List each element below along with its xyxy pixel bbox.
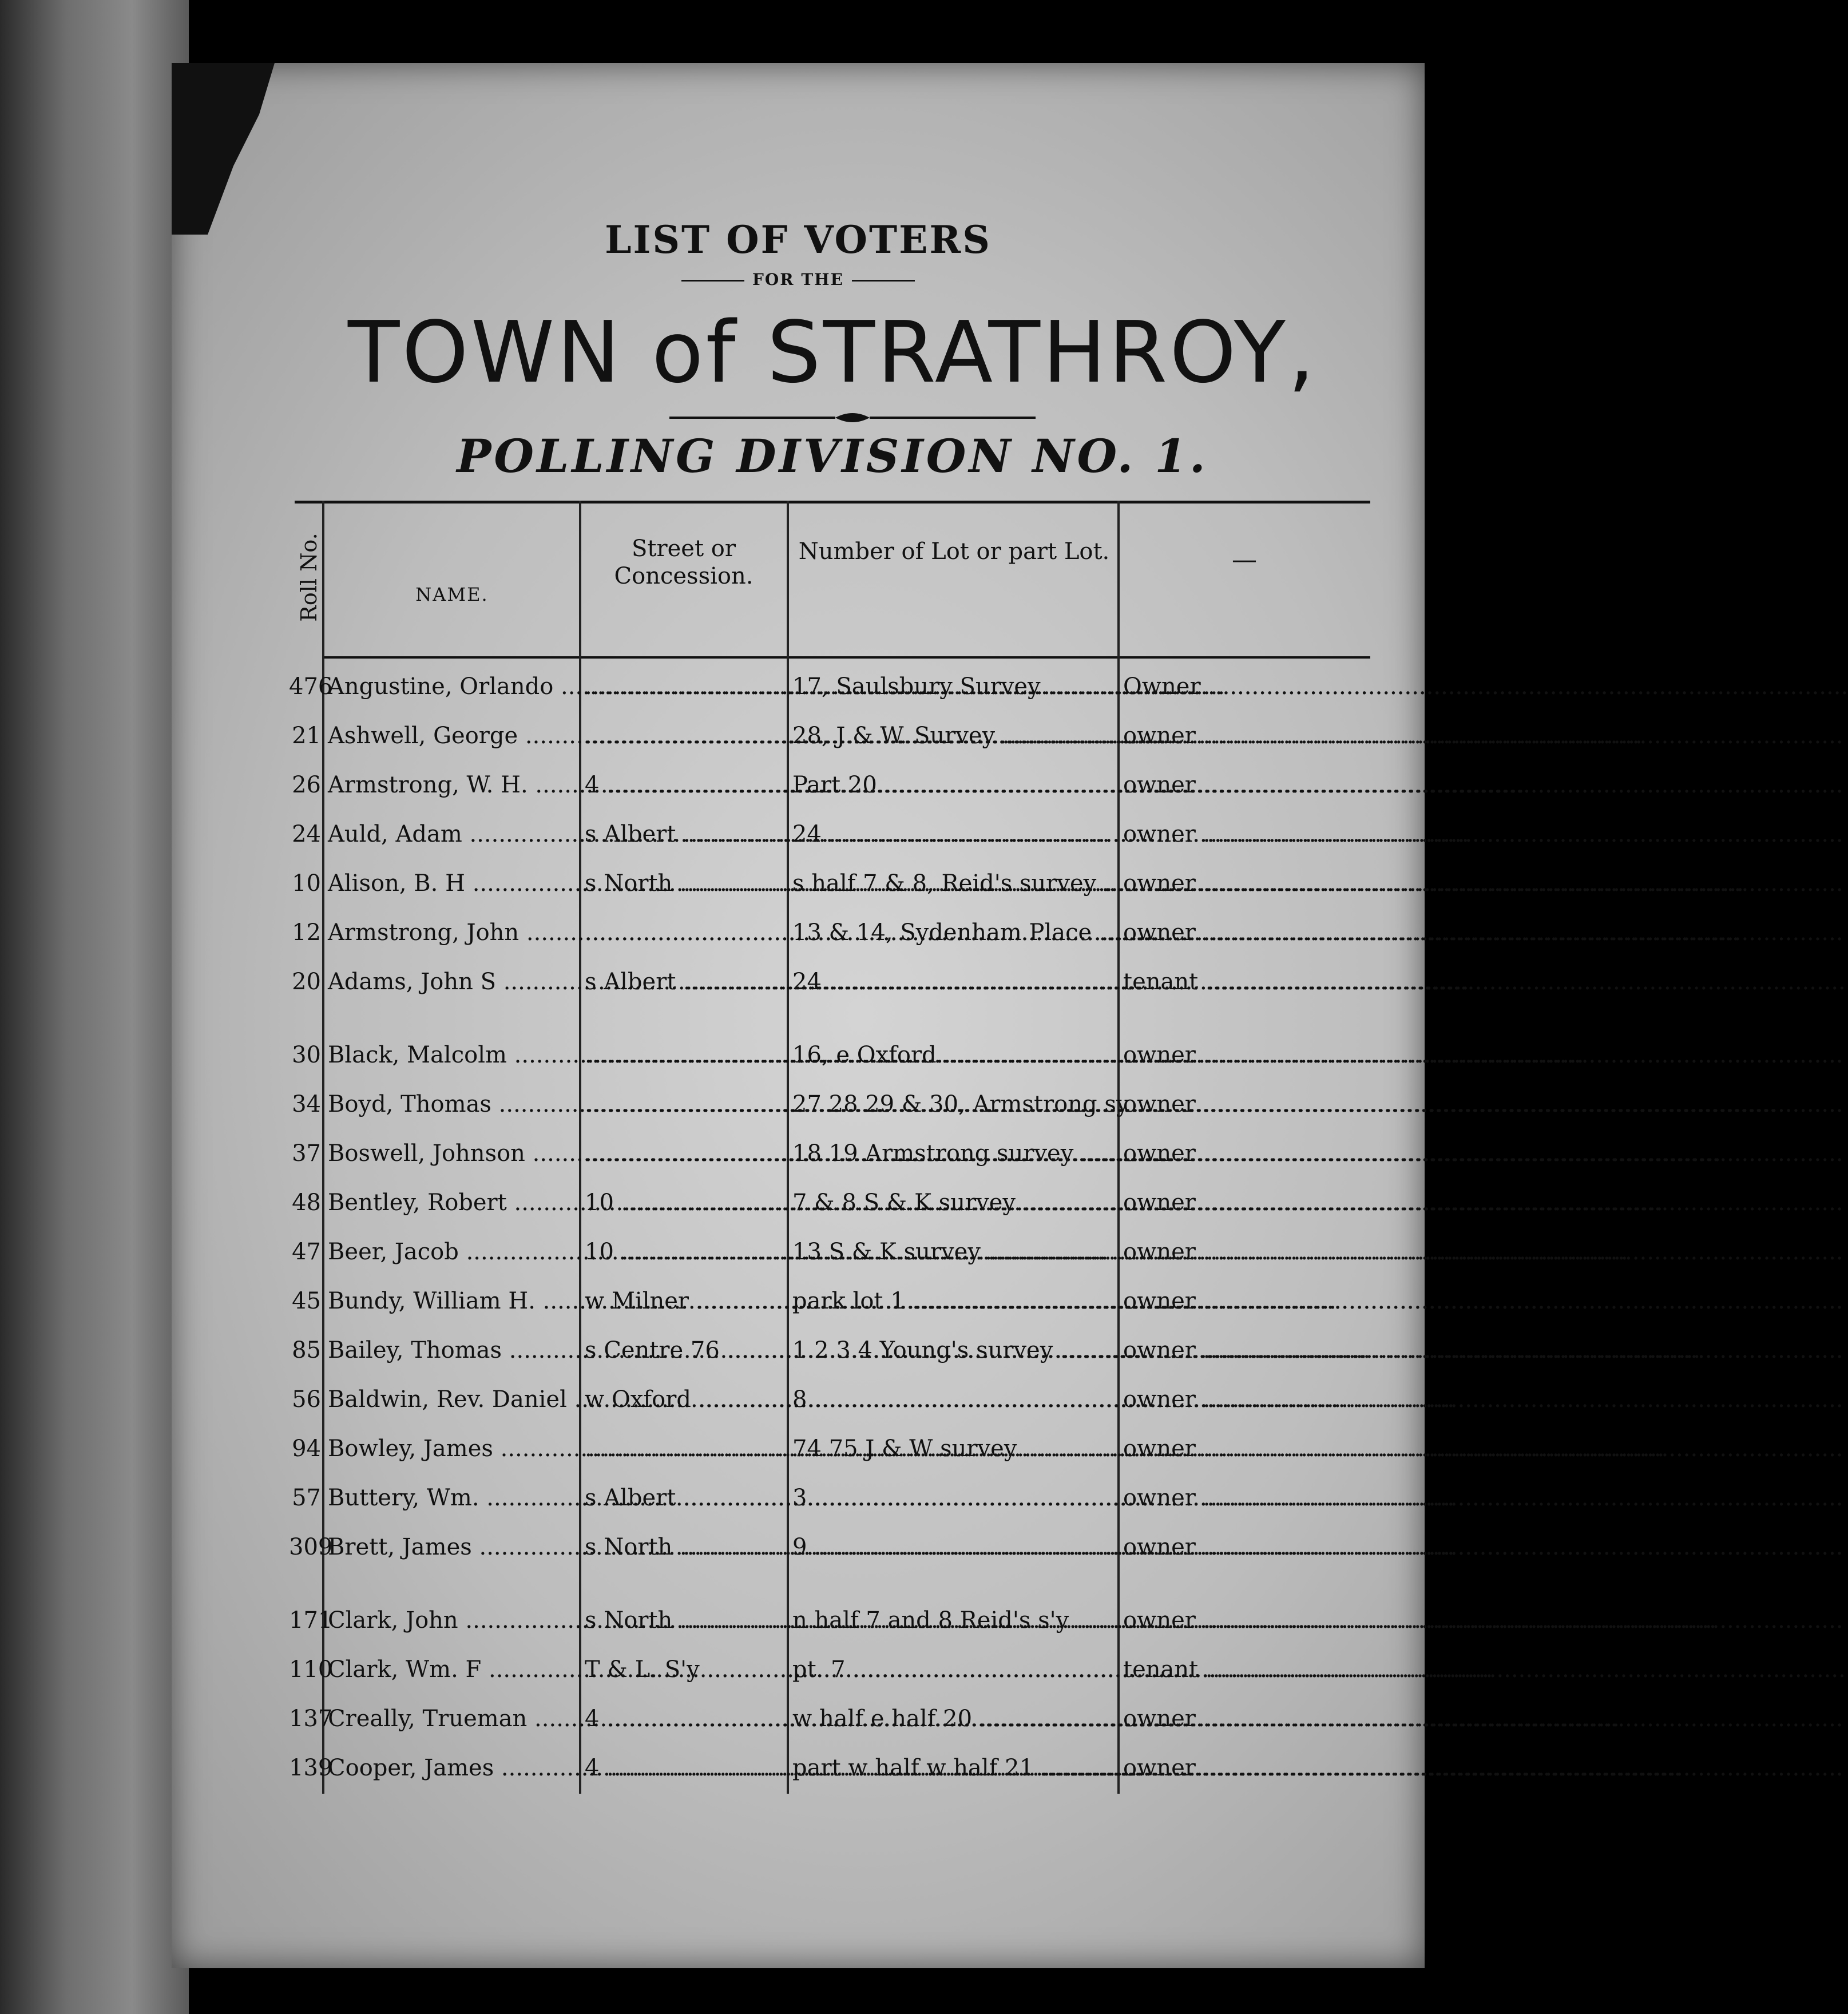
table-row (292, 908, 1370, 957)
table-row (292, 1080, 1370, 1129)
status-cell: owner ..... (1123, 1523, 1369, 1572)
torn-corner (172, 63, 275, 235)
status-cell: owner ..... (1123, 1473, 1369, 1523)
status-cell: owner ..... (1123, 1178, 1369, 1227)
name-cell: Buttery, Wm. ..... (328, 1473, 577, 1523)
document-page (172, 63, 1425, 1968)
lot-cell: 74 75 J & W survey ..... (792, 1424, 1116, 1473)
name-cell: Armstrong, John ..... (328, 908, 577, 957)
street-cell: s North ..... (585, 1523, 785, 1572)
table-row (289, 1523, 1370, 1572)
street-cell: s North ..... (585, 1596, 785, 1645)
header-name: NAME. (415, 584, 489, 605)
status-cell: tenant ..... (1123, 957, 1369, 1006)
table-row (292, 760, 1370, 810)
header-street: Street or Concession. (614, 536, 754, 589)
street-cell (585, 711, 785, 760)
lot-cell: 17, Saulsbury Survey ..... (792, 662, 1116, 711)
street-cell (585, 1129, 785, 1178)
status-cell: owner ..... (1123, 810, 1369, 859)
street-cell (585, 1080, 785, 1129)
lot-cell: pt. 7 ..... (792, 1645, 1116, 1694)
name-cell: Boyd, Thomas ..... (328, 1080, 577, 1129)
roll-no-cell: 56 (292, 1386, 321, 1413)
roll-no-cell: 171 (289, 1607, 333, 1634)
street-cell: w Oxford ..... (585, 1375, 785, 1424)
header-rule (323, 656, 1370, 659)
lot-cell: 16, e Oxford ..... (792, 1030, 1116, 1080)
street-cell: s Centre 76 ..... (585, 1326, 785, 1375)
name-cell: Auld, Adam ..... (328, 810, 577, 859)
table-row (289, 1596, 1370, 1645)
name-cell: Boswell, Johnson ..... (328, 1129, 577, 1178)
name-cell: Cooper, James ..... (328, 1743, 577, 1793)
name-cell: Bentley, Robert ..... (328, 1178, 577, 1227)
roll-no-cell: 45 (292, 1288, 321, 1314)
street-cell: 4 ..... (585, 760, 785, 810)
lot-cell: 9 ..... (792, 1523, 1116, 1572)
name-cell: Bundy, William H. ..... (328, 1276, 577, 1326)
lot-cell: n half 7 and 8 Reid's s'y ..... (792, 1596, 1116, 1645)
name-cell: Baldwin, Rev. Daniel ..... (328, 1375, 577, 1424)
lot-cell: 24 ..... (792, 810, 1116, 859)
status-cell: owner ..... (1123, 1375, 1369, 1424)
street-cell (585, 908, 785, 957)
roll-no-cell: 20 (292, 969, 321, 995)
header-roll-no: Roll No. (296, 533, 322, 622)
lot-cell: 1 2 3 4 Young's survey ..... (792, 1326, 1116, 1375)
status-cell: owner ..... (1123, 1743, 1369, 1793)
lot-cell: park lot 1 ..... (792, 1276, 1116, 1326)
street-cell: s Albert ..... (585, 810, 785, 859)
list-of-voters-heading: LIST OF VOTERS (605, 217, 992, 262)
table-row (292, 1178, 1370, 1227)
lot-cell: 28, J & W. Survey ..... (792, 711, 1116, 760)
street-cell: s Albert ..... (585, 957, 785, 1006)
name-cell: Ashwell, George ..... (328, 711, 577, 760)
table-row (292, 810, 1370, 859)
roll-no-cell: 139 (289, 1755, 333, 1781)
table-row (292, 1326, 1370, 1375)
name-cell: Adams, John S ..... (328, 957, 577, 1006)
roll-no-cell: 57 (292, 1485, 321, 1511)
table-row (292, 1276, 1370, 1326)
street-cell: T & L. S'y ..... (585, 1645, 785, 1694)
table-row (289, 1645, 1370, 1694)
status-cell: owner ..... (1123, 1030, 1369, 1080)
street-cell (585, 1424, 785, 1473)
name-cell: Armstrong, W. H. ..... (328, 760, 577, 810)
name-cell: Black, Malcolm ..... (328, 1030, 577, 1080)
status-cell: owner ..... (1123, 1227, 1369, 1276)
header-lot: Number of Lot or part Lot. (798, 538, 1110, 565)
table-row (292, 1030, 1370, 1080)
lot-cell: 13 & 14, Sydenham Place ..... (792, 908, 1116, 957)
table-row (292, 1473, 1370, 1523)
roll-no-cell: 30 (292, 1042, 321, 1068)
roll-no-cell: 10 (292, 870, 321, 897)
street-cell: 10 ..... (585, 1227, 785, 1276)
roll-no-cell: 137 (289, 1706, 333, 1732)
lot-cell: s half 7 & 8, Reid's survey ..... (792, 859, 1116, 908)
voter-table (289, 483, 1370, 1799)
table-row (292, 1375, 1370, 1424)
adjacent-page-edge (0, 0, 189, 2014)
name-cell: Clark, Wm. F ..... (328, 1645, 577, 1694)
name-cell: Clark, John ..... (328, 1596, 577, 1645)
street-cell: 4 ..... (585, 1694, 785, 1743)
lot-cell: part w half w half 21 ..... (792, 1743, 1116, 1793)
table-row (292, 1129, 1370, 1178)
status-cell: owner ..... (1123, 1080, 1369, 1129)
status-cell: owner ..... (1123, 711, 1369, 760)
lot-cell: Part 20 ..... (792, 760, 1116, 810)
lot-cell: 18 19 Armstrong survey ..... (792, 1129, 1116, 1178)
lot-cell: 24 ..... (792, 957, 1116, 1006)
status-cell: owner ..... (1123, 908, 1369, 957)
roll-no-cell: 47 (292, 1239, 321, 1265)
roll-no-cell: 94 (292, 1436, 321, 1462)
street-cell: s North ..... (585, 859, 785, 908)
roll-no-cell: 12 (292, 919, 321, 946)
for-the-subheading: FOR THE (172, 270, 1425, 289)
status-cell: owner ..... (1123, 760, 1369, 810)
name-cell: Alison, B. H ..... (328, 859, 577, 908)
table-row (292, 957, 1370, 1006)
name-cell: Beer, Jacob ..... (328, 1227, 577, 1276)
roll-no-cell: 85 (292, 1337, 321, 1363)
lot-cell: 8 ..... (792, 1375, 1116, 1424)
status-cell: Owner ..... (1123, 662, 1369, 711)
status-cell: owner ..... (1123, 1596, 1369, 1645)
roll-no-cell: 476 (289, 673, 333, 700)
status-cell: owner ..... (1123, 1694, 1369, 1743)
table-row (292, 1424, 1370, 1473)
roll-no-cell: 309 (289, 1534, 333, 1560)
table-row (289, 1743, 1370, 1793)
roll-no-cell: 21 (292, 723, 321, 749)
street-cell (585, 662, 785, 711)
table-row (289, 662, 1370, 711)
roll-no-cell: 48 (292, 1190, 321, 1216)
status-cell: owner ..... (1123, 1326, 1369, 1375)
roll-no-cell: 110 (289, 1656, 333, 1683)
roll-no-cell: 37 (292, 1140, 321, 1167)
lot-cell: 27 28 29 & 30, Armstrong sy ..... (792, 1080, 1116, 1129)
status-cell: owner ..... (1123, 1129, 1369, 1178)
street-cell: 10 ..... (585, 1178, 785, 1227)
table-row (292, 859, 1370, 908)
lot-cell: 7 & 8 S & K survey ..... (792, 1178, 1116, 1227)
roll-no-cell: 24 (292, 821, 321, 847)
name-cell: Angustine, Orlando ..... (328, 662, 577, 711)
table-row (289, 1694, 1370, 1743)
status-cell: owner ..... (1123, 859, 1369, 908)
street-cell (585, 1030, 785, 1080)
roll-no-cell: 26 (292, 772, 321, 798)
roll-no-cell: 34 (292, 1091, 321, 1117)
name-cell: Brett, James ..... (328, 1523, 577, 1572)
lot-cell: 3 ..... (792, 1473, 1116, 1523)
status-cell: owner ..... (1123, 1276, 1369, 1326)
town-heading: TOWN of STRATHROY, (347, 303, 1317, 402)
table-row (292, 711, 1370, 760)
ornament-divider (669, 406, 1036, 429)
status-cell: owner ..... (1123, 1424, 1369, 1473)
lot-cell: w half e half 20 ..... (792, 1694, 1116, 1743)
street-cell: 4 ..... (585, 1743, 785, 1793)
header-status: — (1232, 545, 1257, 574)
lot-cell: 13 S & K survey ..... (792, 1227, 1116, 1276)
table-row (292, 1227, 1370, 1276)
table-top-rule (295, 501, 1370, 504)
name-cell: Bailey, Thomas ..... (328, 1326, 577, 1375)
polling-division-heading: POLLING DIVISION NO. 1. (457, 429, 1208, 483)
name-cell: Bowley, James ..... (328, 1424, 577, 1473)
street-cell: s Albert ..... (585, 1473, 785, 1523)
status-cell: tenant ..... (1123, 1645, 1369, 1694)
street-cell: w Milner ..... (585, 1276, 785, 1326)
name-cell: Creally, Trueman ..... (328, 1694, 577, 1743)
